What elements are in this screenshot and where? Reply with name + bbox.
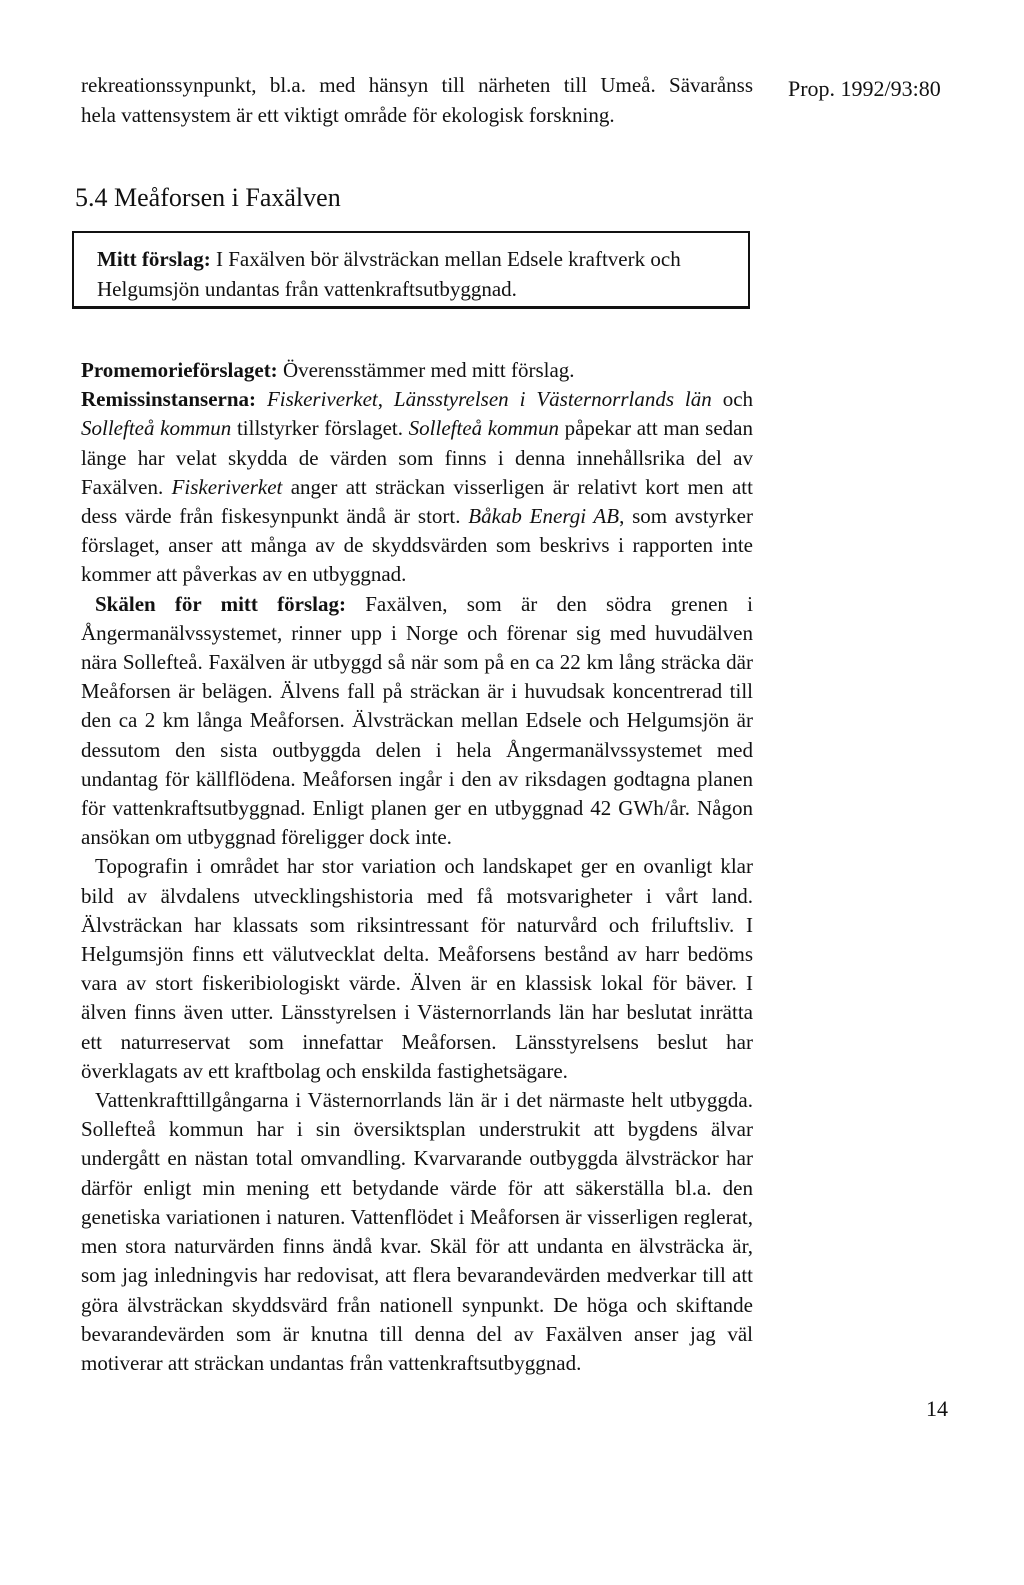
- remiss-text-3: anger att sträckan visserligen är relativt kort men att dess värde från fiskesynpunkt ändå är stort.: [81, 474, 753, 529]
- intro-line-1: rekreationssynpunkt, bl.a. med hänsyn till närheten till Umeå. Sävarånss: [81, 73, 753, 97]
- page-number: 14: [926, 1396, 948, 1421]
- remiss-org-solleftea: Sollefteå kommun: [81, 416, 232, 441]
- promemoria-text: Överensstämmer med mitt förslag.: [277, 358, 575, 382]
- remiss-paragraph: [81, 385, 753, 589]
- skalen-paragraph: [81, 590, 753, 853]
- intro-line-2: hela vattensystem är ett viktigt område för ekologisk forskning.: [81, 103, 615, 127]
- remiss-text-1: tillstyrker förslaget.: [231, 416, 409, 441]
- proposal-text-1: I Faxälven bör älvsträckan mellan Edsele kraftverk och: [210, 247, 681, 271]
- proposal-box: [72, 231, 750, 309]
- proposition-reference: Prop. 1992/93:80: [788, 76, 941, 101]
- topografi-paragraph: Topografin i området har stor variation och landskapet ger en ovanligt klar bild av älvdalens utvecklingshistoria med få motsvarigheter i vårt land. Älvsträckan har klassats som riksintressant för naturvård och friluftsliv. I Helgumsjön finns ett välutvecklat delta. Meåforsens bestånd av harr bedöms vara av stort fiskeribiologiskt värde. Älven är en klassisk lokal för bäver. I älven finns även utter. Länsstyrelsen i Västernorrlands län har beslutat inrätta ett naturreservat som innefattar Meåforsen. Länsstyrelsens beslut har överklagats av ett kraftbolag och enskilda fastighetsägare.: [81, 854, 753, 1083]
- remiss-label: Remissinstanserna:: [81, 387, 257, 412]
- body-text: [81, 356, 753, 1378]
- remiss-and: och: [711, 387, 754, 412]
- proposal-label: Mitt förslag:: [97, 247, 211, 271]
- remiss-text-4: , som avstyrker förslaget, anser att många av de skyddsvärden som beskrivs i rapporten inte kommer att påverkas av en utbyggnad.: [81, 504, 753, 587]
- remiss-org-solleftea-2: Sollefteå kommun: [408, 416, 559, 441]
- proposal-line-2: Helgumsjön undantas från vattenkraftsutbyggnad.: [97, 277, 517, 301]
- promemoria-paragraph: [81, 356, 753, 385]
- promemoria-label: Promemorieförslaget:: [81, 358, 278, 382]
- section-heading: 5.4 Meåforsen i Faxälven: [75, 183, 341, 212]
- remiss-org-fiskeriverket: Fiskeriverket: [266, 387, 378, 412]
- proposal-line-1: [97, 246, 681, 272]
- remiss-org-lansstyrelsen: Länsstyrelsen i Västernorrlands län: [393, 387, 712, 412]
- remiss-org-bakab: Båkab Energi AB: [468, 504, 620, 529]
- remiss-org-fiskeriverket-2: Fiskeriverket: [171, 474, 283, 499]
- skalen-text: Faxälven, som är den södra grenen i Ångermanälvssystemet, rinner upp i Norge och förenar sig med huvudälven nära Sollefteå. Faxälven är utbyggd så när som på en ca 22 km lång sträcka där Meåforsen är belägen. Älvens fall på sträckan är i huvudsak koncentrerad till den ca 2 km långa Meåforsen. Älvsträckan mellan Edsele och Helgumsjön är dessutom den sista outbyggda delen i hela Ångermanälvssystemet med undantag för källflödena. Meåforsen ingår i den av riksdagen godtagna planen för vattenkraftsutbyggnad. Enligt planen ger en utbyggnad 42 GWh/år. Någon ansökan om utbyggnad föreligger dock inte.: [81, 591, 753, 850]
- vattenkraft-paragraph: Vattenkrafttillgångarna i Västernorrlands län är i det närmaste helt utbyggda. Sollefteå kommun har i sin översiktsplan understrukit att bygdens älvar undergått en nästan total omvandling. Kvarvarande outbyggda älvsträckor har därför enligt min mening ett betydande värde för att säkerställa bl.a. den genetiska variationen i naturen. Vattenflödet i Meåforsen är visserligen reglerat, men stora naturvärden finns ändå kvar. Skäl för att undanta en älvsträcka är, som jag inledningvis har redovisat, att flera bevarandevärden medverkar till att göra älvsträckan skyddsvärd från nationell synpunkt. De höga och skiftande bevarandevärden som är knutna till denna del av Faxälven anser jag väl motiverar att sträckan undantas från vattenkraftsutbyggnad.: [81, 1088, 753, 1375]
- remiss-text-2: påpekar att man sedan länge har velat skydda de värden som finns i denna innehållsrika del av Faxälven.: [81, 416, 753, 499]
- remiss-sep: ,: [377, 387, 394, 412]
- skalen-label: Skälen för mitt förslag:: [95, 591, 346, 616]
